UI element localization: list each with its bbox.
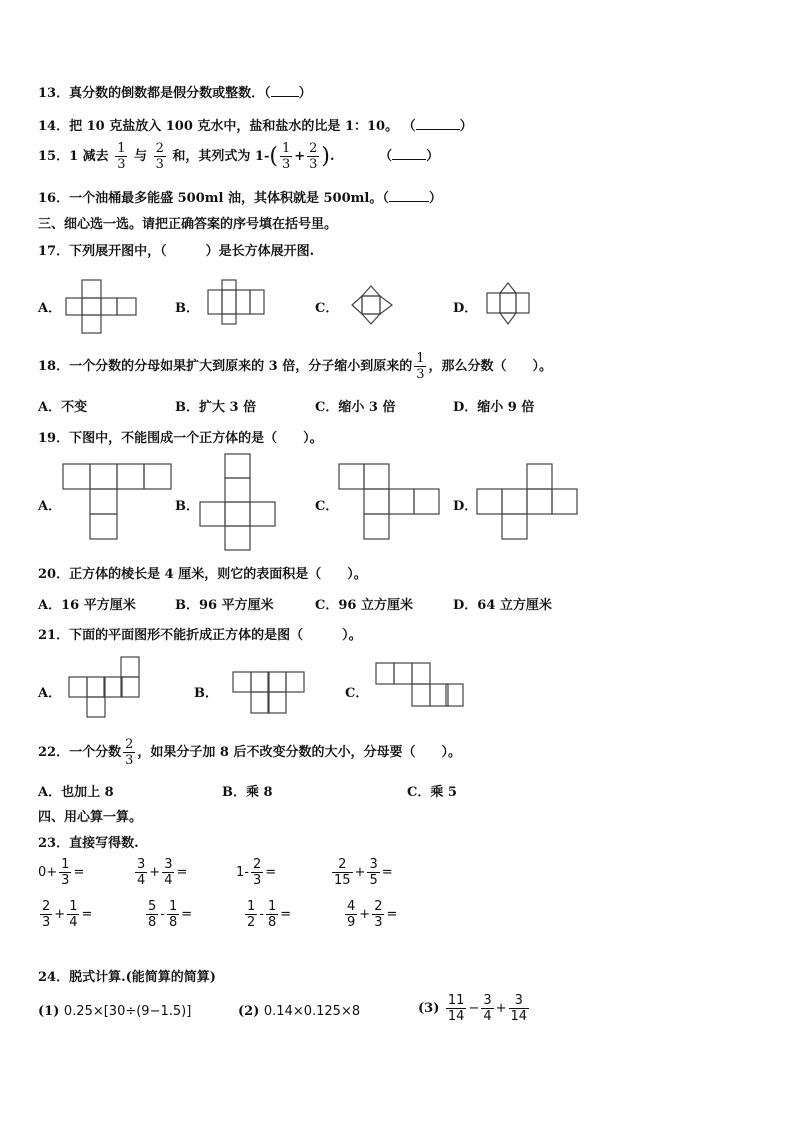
option-label: C． xyxy=(315,499,339,514)
question-24: 24．脱式计算.(能简算的简算) xyxy=(38,970,216,985)
fraction: $\frac{5}{8}$ xyxy=(148,899,157,930)
fraction: $\frac{2}{3}$ xyxy=(155,141,164,172)
calc-item-1: (1) 0.25×[30÷(9−1.5)] xyxy=(38,1004,192,1019)
fraction: $\frac{2}{3}$ xyxy=(125,737,134,768)
fraction: $\frac{1}{2}$ xyxy=(247,899,256,930)
section-heading-4: 四、用心算一算。 xyxy=(38,810,143,825)
option-label: C． xyxy=(345,686,369,701)
fraction: $\frac{1}{3}$ xyxy=(61,857,70,888)
fraction: $\frac{2}{3}$ xyxy=(252,857,262,888)
net-figure-17a xyxy=(66,280,138,334)
mental-math-item: $\frac{1}{2}$ - $\frac{1}{8}$ = xyxy=(247,899,292,930)
option-label: A． xyxy=(38,499,62,514)
expression: 0.25×[30÷(9−1.5)] xyxy=(63,1004,192,1019)
cube-net-19b xyxy=(200,454,278,550)
question-20: 20．正方体的棱长是 4 厘米，则它的表面积是（ ）。 xyxy=(38,567,367,582)
option-b[interactable]: B．96 平方厘米 xyxy=(175,598,274,613)
section-heading-3: 三、细心选一选。请把正确答案的序号填在括号里。 xyxy=(38,217,338,232)
fraction: $\frac{1}{3}$ xyxy=(416,351,425,382)
q14-text: 14．把 10 克盐放入 100 克水中，盐和盐水的比是 1：10。 （ xyxy=(38,119,416,134)
question-21: 21．下面的平面图形不能折成正方体的是图（ ）。 xyxy=(38,628,362,643)
cube-net-21a xyxy=(69,657,143,721)
answer-blank[interactable] xyxy=(271,96,299,97)
option-c[interactable]: C．96 立方厘米 xyxy=(315,598,413,613)
question-16: 16．一个油桶最多能盛 500ml 油，其体积就是 500ml。（ ） xyxy=(38,191,442,206)
option-c[interactable]: C．缩小 3 倍 xyxy=(315,400,396,415)
fraction: $\frac{3}{4}$ xyxy=(137,857,146,888)
fraction: $\frac{1}{8}$ xyxy=(168,899,178,930)
option-d[interactable]: D．缩小 9 倍 xyxy=(453,400,535,415)
fraction: $\frac{3}{4}$ xyxy=(164,857,173,888)
option-label: A． xyxy=(38,301,62,316)
fraction: $\frac{3}{4}$ xyxy=(483,993,492,1024)
expression: 0.14×0.125×8 xyxy=(263,1004,361,1019)
answer-blank[interactable] xyxy=(389,201,429,202)
fraction: $\frac{2}{15}$ xyxy=(334,857,351,888)
net-figure-17b xyxy=(208,280,266,326)
option-label: A． xyxy=(38,686,62,701)
fraction: $\frac{2}{3}$ xyxy=(42,899,51,930)
cube-net-21c xyxy=(376,663,466,709)
fraction: $\frac{11}{14}$ xyxy=(447,993,465,1024)
fraction: $\frac{1}{8}$ xyxy=(267,899,277,930)
question-15: 15．1 减去 $\frac{1}{3}$ 与 $\frac{2}{3}$ 和，其列式为 1-( $\frac{1}{3}$ + $\frac{2}{3}$ ). （ ） xyxy=(38,141,440,172)
calc-item-3: (3) $\frac{11}{14}$ − $\frac{3}{4}$ + $\frac{3}{14}$ xyxy=(418,993,528,1024)
q16-text: 16．一个油桶最多能盛 500ml 油，其体积就是 500ml。（ xyxy=(38,191,389,206)
net-figure-17c xyxy=(350,284,394,326)
cube-net-21b xyxy=(233,672,307,716)
option-label: D． xyxy=(453,499,478,514)
q13-text: 13．真分数的倒数都是假分数或整数．（ xyxy=(38,86,271,101)
mental-math-item: 1- $\frac{2}{3}$ = xyxy=(236,857,277,888)
question-18: 18．一个分数的分母如果扩大到原来的 3 倍，分子缩小到原来的 $\frac{1}{3}$ ，那么分数（ ）。 xyxy=(38,351,552,382)
fraction: $\frac{3}{5}$ xyxy=(369,857,378,888)
option-label: B． xyxy=(175,301,199,316)
mental-math-item: $\frac{4}{9}$ + $\frac{2}{3}$ = xyxy=(347,899,398,930)
option-label: B． xyxy=(194,686,218,701)
cube-net-19a xyxy=(63,464,173,540)
cube-net-19d xyxy=(477,464,579,542)
fraction: $\frac{4}{9}$ xyxy=(347,899,356,930)
fraction: $\frac{1}{3}$ xyxy=(117,141,126,172)
fraction: $\frac{3}{14}$ xyxy=(510,993,528,1024)
net-figure-17d xyxy=(487,282,531,328)
option-b[interactable]: B．扩大 3 倍 xyxy=(175,400,257,415)
question-13: 13．真分数的倒数都是假分数或整数．（ ） xyxy=(38,86,312,101)
option-a[interactable]: A．16 平方厘米 xyxy=(38,598,136,613)
calc-item-2: (2) 0.14×0.125×8 xyxy=(238,1004,361,1019)
option-a[interactable]: A．也加上 8 xyxy=(38,785,114,800)
cube-net-19c xyxy=(339,464,441,542)
mental-math-item: $\frac{5}{8}$ - $\frac{1}{8}$ = xyxy=(148,899,193,930)
fraction: $\frac{2}{3}$ xyxy=(374,899,383,930)
fraction: $\frac{1}{4}$ xyxy=(69,899,78,930)
question-22: 22．一个分数 $\frac{2}{3}$ ，如果分子加 8 后不改变分数的大小，分母要（ ）。 xyxy=(38,737,461,768)
fraction: $\frac{2}{3}$ xyxy=(309,141,318,172)
option-label: D． xyxy=(453,301,478,316)
option-c[interactable]: C．乘 5 xyxy=(407,785,457,800)
answer-blank[interactable] xyxy=(392,159,426,160)
question-23: 23．直接写得数. xyxy=(38,836,139,851)
option-b[interactable]: B．乘 8 xyxy=(222,785,273,800)
option-label: C． xyxy=(315,301,339,316)
mental-math-item: 0+ $\frac{1}{3}$ = xyxy=(38,857,85,888)
option-d[interactable]: D．64 立方厘米 xyxy=(453,598,552,613)
question-14: 14．把 10 克盐放入 100 克水中，盐和盐水的比是 1：10。 （ ） xyxy=(38,119,473,134)
option-a[interactable]: A．不变 xyxy=(38,400,88,415)
question-19: 19．下图中，不能围成一个正方体的是（ ）。 xyxy=(38,431,323,446)
fraction: $\frac{1}{3}$ xyxy=(281,141,291,172)
answer-blank[interactable] xyxy=(416,129,460,130)
mental-math-item: $\frac{2}{3}$ + $\frac{1}{4}$ = xyxy=(42,899,93,930)
mental-math-item: $\frac{2}{15}$ + $\frac{3}{5}$ = xyxy=(334,857,393,888)
question-17: 17．下列展开图中，（ ）是长方体展开图. xyxy=(38,244,315,259)
mental-math-item: $\frac{3}{4}$ + $\frac{3}{4}$ = xyxy=(137,857,188,888)
option-label: B． xyxy=(175,499,199,514)
